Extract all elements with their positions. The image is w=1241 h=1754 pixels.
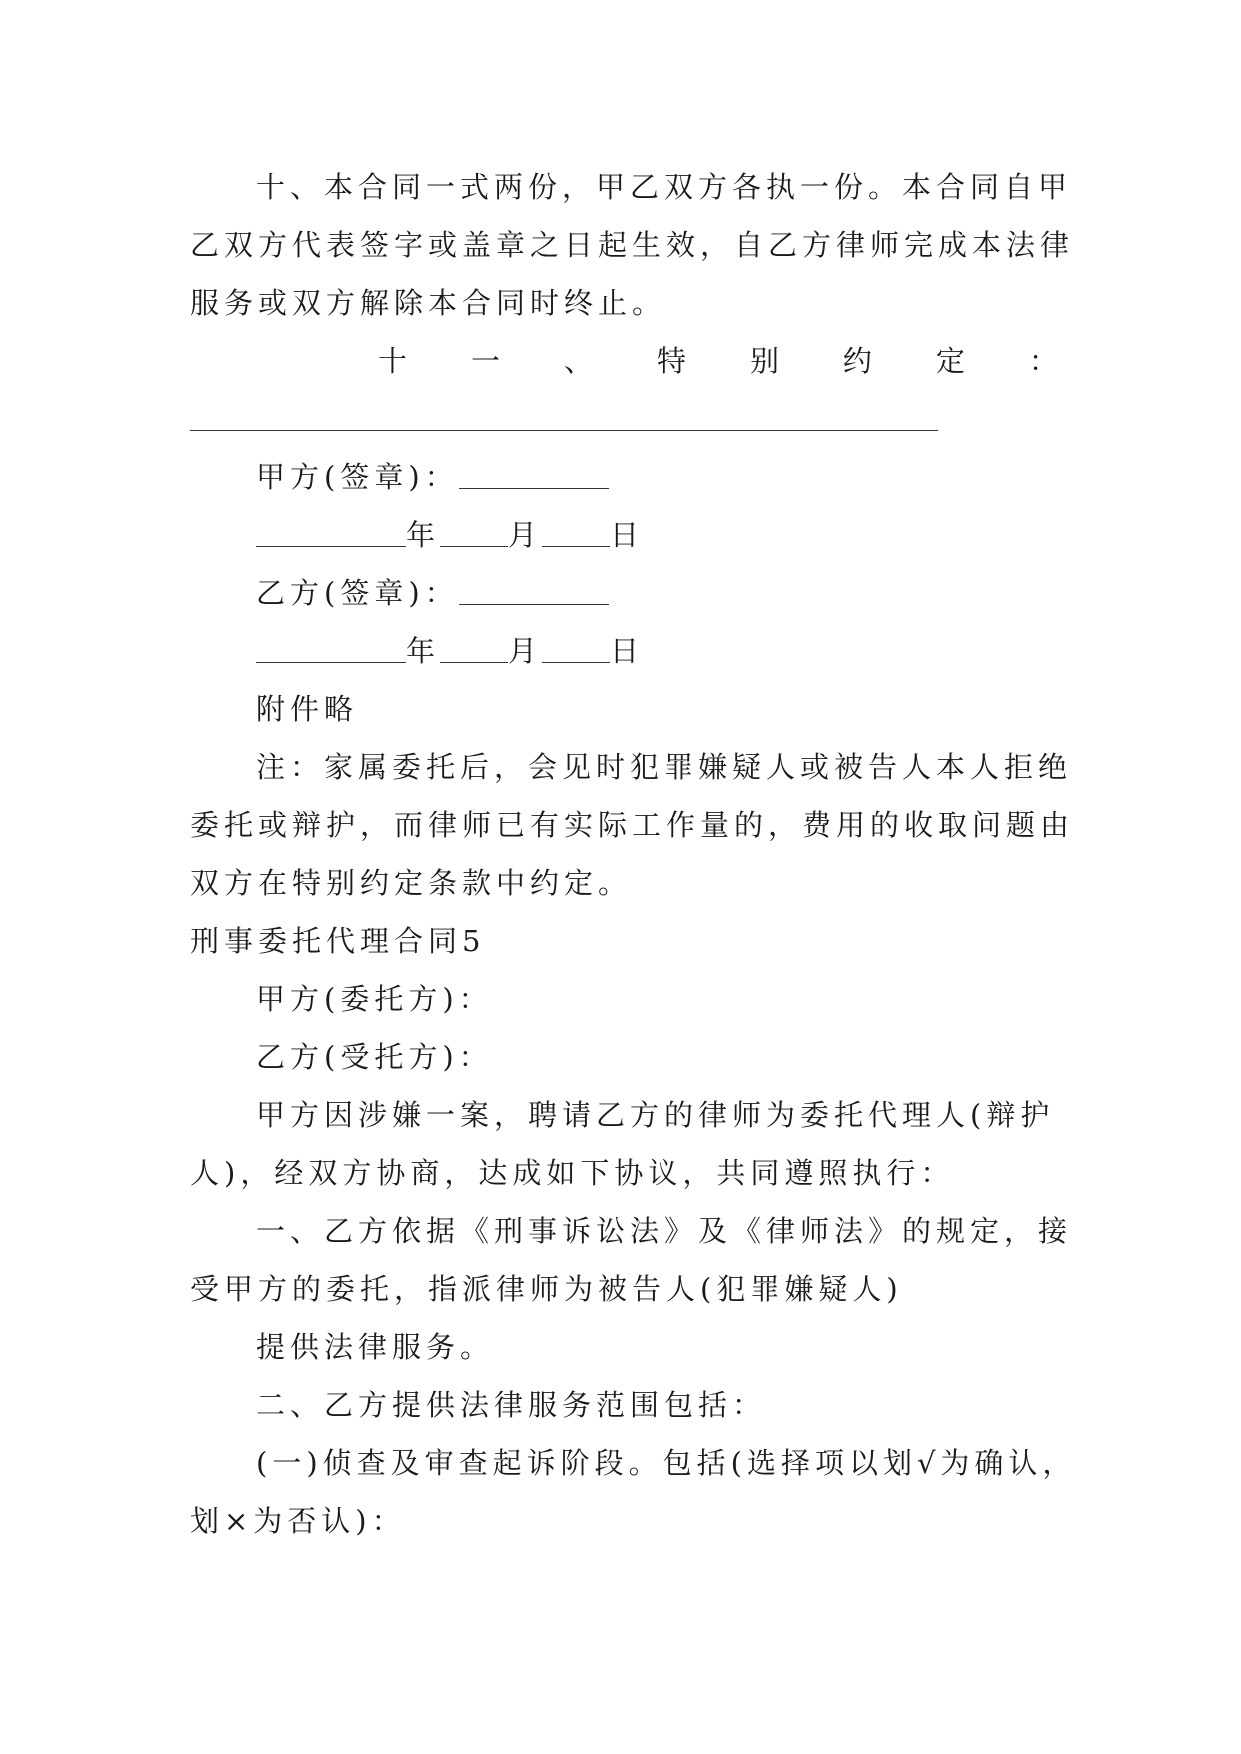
year-blank (256, 518, 406, 547)
party-a-client: 甲方(委托方)： (256, 982, 493, 1016)
party-a-signature-line (256, 457, 1050, 497)
party-a-date-line (256, 515, 1050, 555)
day-blank (542, 518, 610, 547)
year-label: 年 (406, 634, 441, 668)
party-b-date-line (256, 631, 1050, 671)
month-blank (440, 518, 508, 547)
clause-10-line-2: 乙双方代表签字或盖章之日起生效，自乙方律师完成本法律 (190, 228, 1075, 262)
item-1-line-2: 受甲方的委托，指派律师为被告人(犯罪嫌疑人) (190, 1272, 903, 1306)
month-blank (440, 634, 508, 663)
day-label: 日 (610, 518, 645, 552)
day-blank (542, 634, 610, 663)
party-b-signature-blank (459, 576, 609, 605)
clause-11-char: 十 (378, 344, 408, 378)
intro-line-1: 甲方因涉嫌一案，聘请乙方的律师为委托代理人(辩护 (256, 1098, 1055, 1132)
party-b-signature-line (256, 573, 1050, 613)
party-b-signature-label: 乙方(签章)： (256, 576, 459, 610)
attachment-note: 附件略 (256, 692, 359, 726)
clause-11-char: ： (1028, 344, 1058, 378)
clause-11-char: 别 (749, 344, 779, 378)
note-line-3: 双方在特别约定条款中约定。 (190, 866, 633, 900)
contract-5-title: 刑事委托代理合同5 (190, 924, 486, 958)
note-line-1: 注：家属委托后，会见时犯罪嫌疑人或被告人本人拒绝 (256, 750, 1073, 784)
item-2a-line-1: (一)侦查及审查起诉阶段。包括(选择项以划√为确认， (256, 1446, 1077, 1480)
month-label: 月 (508, 518, 543, 552)
item-1-line-1: 一、乙方依据《刑事诉讼法》及《律师法》的规定，接 (256, 1214, 1073, 1248)
clause-11-char: 、 (563, 344, 593, 378)
clause-11-char: 特 (656, 344, 686, 378)
party-a-signature-blank (459, 460, 609, 489)
special-terms-blank-line (190, 430, 938, 431)
item-1-line-3: 提供法律服务。 (256, 1330, 495, 1364)
month-label: 月 (508, 634, 543, 668)
day-label: 日 (610, 634, 645, 668)
party-a-signature-label: 甲方(签章)： (256, 460, 459, 494)
clause-10-line-3: 服务或双方解除本合同时终止。 (190, 286, 667, 320)
note-line-2: 委托或辩护，而律师已有实际工作量的，费用的收取问题由 (190, 808, 1075, 842)
clause-11-char: 约 (842, 344, 872, 378)
clause-11-char: 一 (470, 344, 500, 378)
clause-11-heading (378, 341, 1058, 381)
party-b-trustee: 乙方(受托方)： (256, 1040, 493, 1074)
item-2a-line-2: 划×为否认)： (190, 1504, 406, 1538)
intro-line-2: 人)，经双方协商，达成如下协议，共同遵照执行： (190, 1156, 955, 1190)
clause-10-line-1: 十、本合同一式两份，甲乙双方各执一份。本合同自甲 (256, 170, 1073, 204)
year-blank (256, 634, 406, 663)
item-2: 二、乙方提供法律服务范围包括： (256, 1388, 767, 1422)
year-label: 年 (406, 518, 441, 552)
clause-11-char: 定 (935, 344, 965, 378)
